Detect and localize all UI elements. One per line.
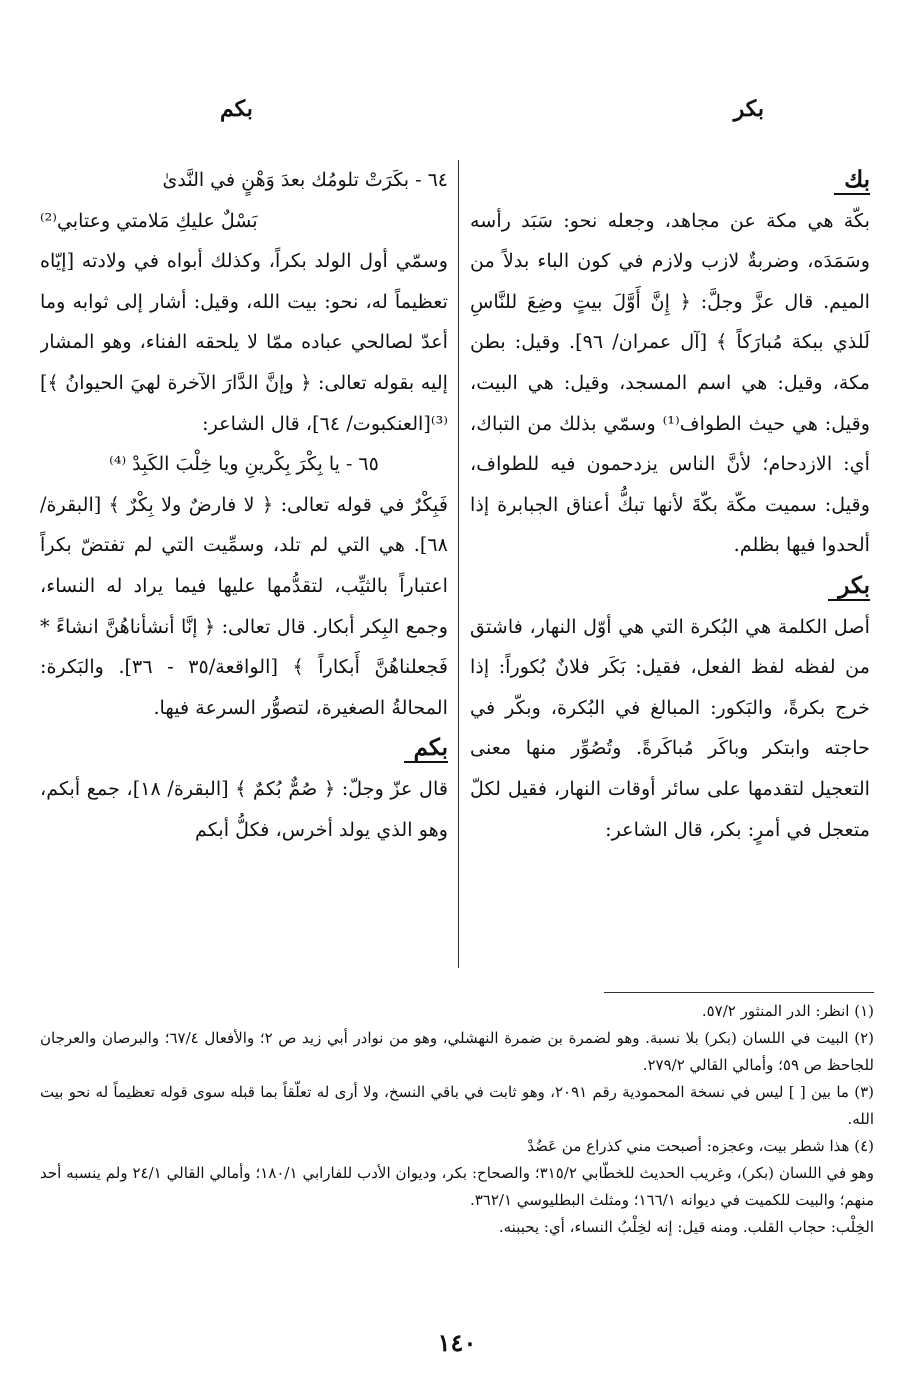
verse-64-line-2: بَسْلٌ عليكِ مَلامتي وعتابي⁽²⁾ [40, 209, 258, 232]
entry-bak-text: بكّة هي مكة عن مجاهد، وجعله نحو: سَبَد رأسه وسَمَدَه، وضربةٌ لازب ولازم في كون الباء بدلاً من الميم. قال عزَّ وجلَّ: ﴿ إِنَّ أَوَّلَ بيتٍ وضِعَ للنَّاسِ لَلذي ببكة مُبارَكاً ﴾ [آل عمران/ ٩٦]. وقيل: بطن مكة، وقيل: هي اسم المسجد، وقيل: هي البيت، وقيل: هي حيث الطواف⁽¹⁾ وسمّي بذلك من التباك، أي: الازدحام؛ لأنَّ الناس يزدحمون فيه للطواف، وقيل: سميت مكّة بكّةَ لأنها تبكُّ أعناق الجبابرة إذا ألحدوا فيها بظلم. [470, 208, 870, 557]
page-number: ١٤٠ [437, 1328, 477, 1357]
footnote-1: (١) انظر: الدر المنثور ٥٧/٢. [701, 1002, 874, 1020]
column-divider [458, 160, 459, 968]
entry-heading-bakm: بكم [40, 728, 448, 769]
footnote-4-gloss: الخِلْب: حجاب القلب. ومنه قيل: إنه لخِلْبُ النساء، أي: يحببنه. [498, 1218, 874, 1236]
entry-bakr-text: أصل الكلمة هي البُكرة التي هي أوّل النهار، فاشتق من لفظه لفظ الفعل، فقيل: بَكَر فلانٌ بُكوراً: إذا خرج بكرةً، والبَكور: المبالغ في البُكرة، وبكّر في حاجته وابتكر وباكَر مُباكَرةً. وتُصُوِّر منها معنى التعجيل لتقدمها على سائر أوقات النهار، فقيل لكلّ متعجل في أمرٍ: بكر، قال الشاعر: [470, 614, 870, 841]
entry-heading-bak: بك [470, 160, 870, 201]
footnote-4-continued: وهو في اللسان (بكر)، وغريب الحديث للخطّابي ٣١٥/٢؛ والصحاح: بكر، وديوان الأدب للفارابي ١٨٠/١؛ وأمالي القالي ٢٤/١ ولم ينسبه أحد منهم؛ والبيت للكميت في ديوانه ١٦٦/١؛ ومثلث البطليوسي ٣٦٢/١. [40, 1164, 874, 1209]
footnote-4: (٤) هذا شطر بيت، وعجزه: أصبحت مني كذراع من عَضُدْ [527, 1137, 874, 1155]
left-column [40, 160, 448, 970]
verse-64-line-1: ٦٤ - بكَرَتْ تلومُك بعدَ وَهْنٍ في النَّدىٰ [162, 169, 448, 191]
right-column [470, 160, 870, 970]
footnote-2: (٢) البيت في اللسان (بكر) بلا نسبة. وهو لضمرة بن ضمرة النهشلي، وهو من نوادر أبي زيد ص ٢؛ والأفعال ٦٧/٤؛ والبرصان والعرجان للجاحظ ص ٥٩؛ وأمالي القالي ٢٧٩/٢. [40, 1029, 874, 1074]
entry-bakm-text: قال عزّ وجلّ: ﴿ صُمٌّ بُكمٌ ﴾ [البقرة/ ١٨]، جمع أبكم، وهو الذي يولد أخرس، فكلُّ أبكم [40, 776, 448, 841]
bakr-continuation-paragraph: وسمّي أول الولد بكراً، وكذلك أبواه في ولادته [إيّاه تعظيماً له، نحو: بيت الله، وقيل: أشار إلى ثوابه وما أعدّ لصالحي عباده ممّا لا يلحقه الفناء، وهو المشار إليه بقوله تعالى: ﴿ وإنَّ الدَّارَ الآخرة لهيَ الحيوانُ ﴾]⁽³⁾[العنكبوت/ ٦٤]، قال الشاعر: [40, 249, 448, 435]
entry-heading-bakr: بكر [470, 566, 870, 607]
footnotes [40, 998, 874, 1241]
running-header-left: بكم [220, 96, 253, 122]
footnote-3: (٣) ما بين [ ] ليس في نسخة المحمودية رقم ٢٠٩١، وهو ثابت في باقي النسخ، ولا أرى له تعلّقاً بما قبله سوى قوله تعظيماً له نحو بيت الله. [40, 1083, 874, 1128]
running-header-right: بكر [733, 96, 764, 122]
footnote-rule [604, 992, 874, 993]
verse-65: ٦٥ - يا بِكْرَ بِكْرينِ ويا خِلْبَ الكَبِدْ ⁽⁴⁾ [109, 453, 379, 476]
bikr-paragraph: فَبِكْرٌ في قوله تعالى: ﴿ لا فارضٌ ولا بِكْرٌ ﴾ [البقرة/٦٨]. هي التي لم تلد، وسمِّيت التي لم تفتضّ بكراً اعتباراً بالثيِّب، لتقدُّمها عليها فيما يراد له النساء، وجمع البِكر أبكار. قال تعالى: ﴿ إنَّا أنشأناهُنَّ انشاءً * فَجعلناهُنَّ أَبكاراً ﴾ [الواقعة/٣٥ - ٣٦]. والبَكرة: المحالةُ الصغيرة، لتصوُّر السرعة فيها. [40, 492, 448, 719]
